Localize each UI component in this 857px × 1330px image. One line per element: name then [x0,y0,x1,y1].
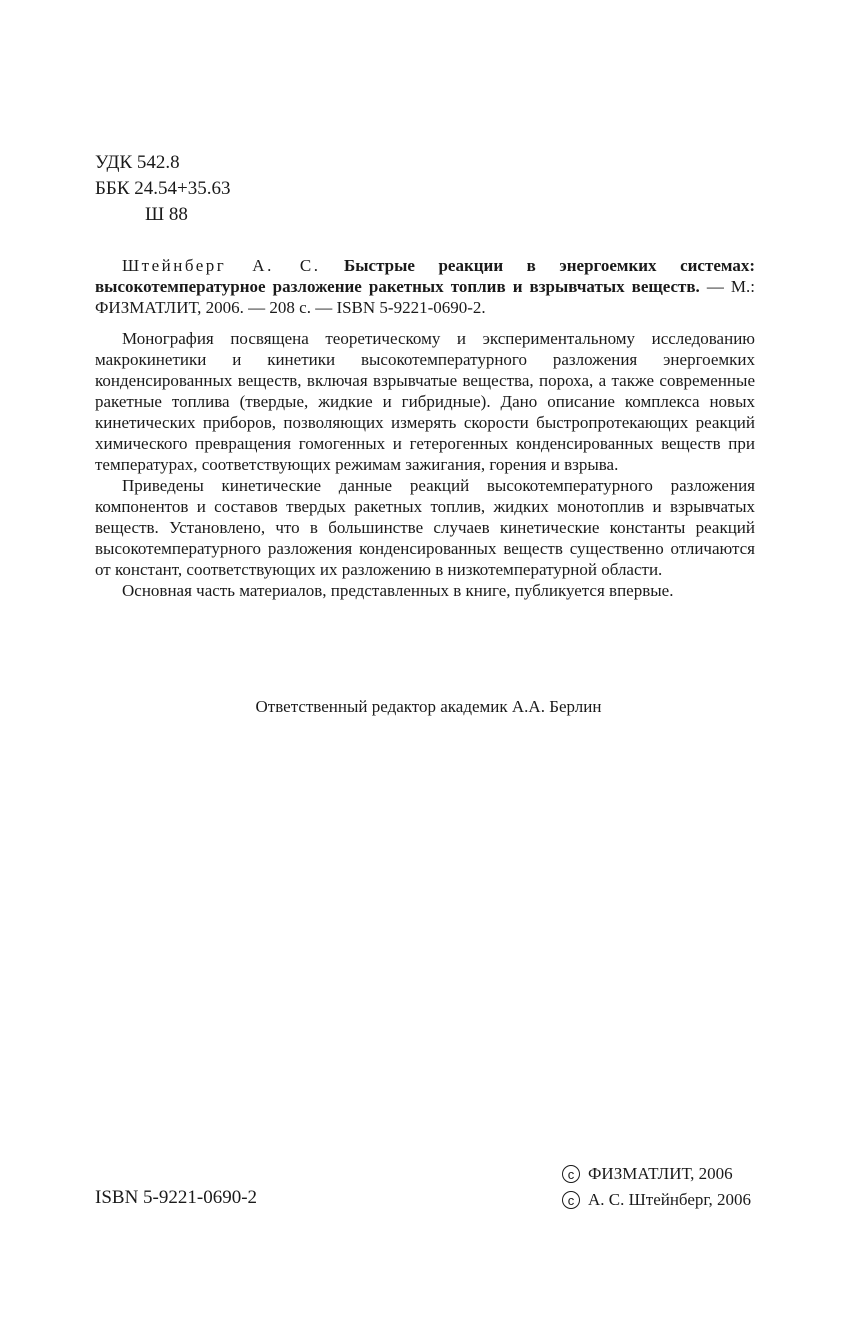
biblio-imprint: — М.: ФИЗМАТЛИТ, 2006. — 208 с. — ISBN 5-9221-0690-2. [95,277,755,317]
abstract-paragraph-2: Приведены кинетические данные реакций высокотемпературного разложения компонентов и составов твердых ракетных топлив, жидких монотоплив и взрывчатых веществ. Установлено, что в большинстве случаев кинетические константы реакций высокотемпературного разложения конденсированных веществ существенно отличаются от констант, соответствующих их разложению в низкотемпературной области. [95,476,755,579]
udk-code: УДК 542.8 [95,152,180,173]
copyright-author [562,1187,751,1213]
copyright-block [562,1161,751,1213]
abstract-paragraph-3: Основная часть материалов, представленных в книге, публикуется впервые. [122,581,674,600]
copyright-publisher [562,1161,751,1187]
copyright-icon: c [562,1165,580,1183]
author-mark: Ш 88 [145,204,188,225]
abstract [95,328,755,601]
bbk-code: ББК 24.54+35.63 [95,178,231,199]
copyright-icon: c [562,1191,580,1209]
classification-codes [95,150,230,228]
biblio-title: Быстрые реакции в энергоемких системах: высокотемпературное разложение ракетных топлив и взрывчатых веществ. [95,256,755,296]
abstract-paragraph-1: Монография посвящена теоретическому и экспериментальному исследованию макрокинетики и кинетики высокотемпературного разложения энергоемких конденсированных веществ, включая взрывчатые вещества, пороха, а также современные ракетные топлива (твердые, жидкие и гибридные). Дано описание комплекса новых кинетических приборов, позволяющих измерять скорости быстропротекающих реакций химического превращения гомогенных и гетерогенных конденсированных веществ при температурах, соответствующих режимам зажигания, горения и взрыва. [95,329,755,474]
isbn: ISBN 5-9221-0690-2 [95,1187,258,1208]
bibliographic-record [95,255,755,318]
biblio-author: Штейнберг А. С. [122,256,321,275]
responsible-editor: Ответственный редактор академик А.А. Берлин [255,697,602,716]
copyright-author-text: А. С. Штейнберг, 2006 [588,1190,751,1209]
copyright-publisher-text: ФИЗМАТЛИТ, 2006 [588,1164,733,1183]
